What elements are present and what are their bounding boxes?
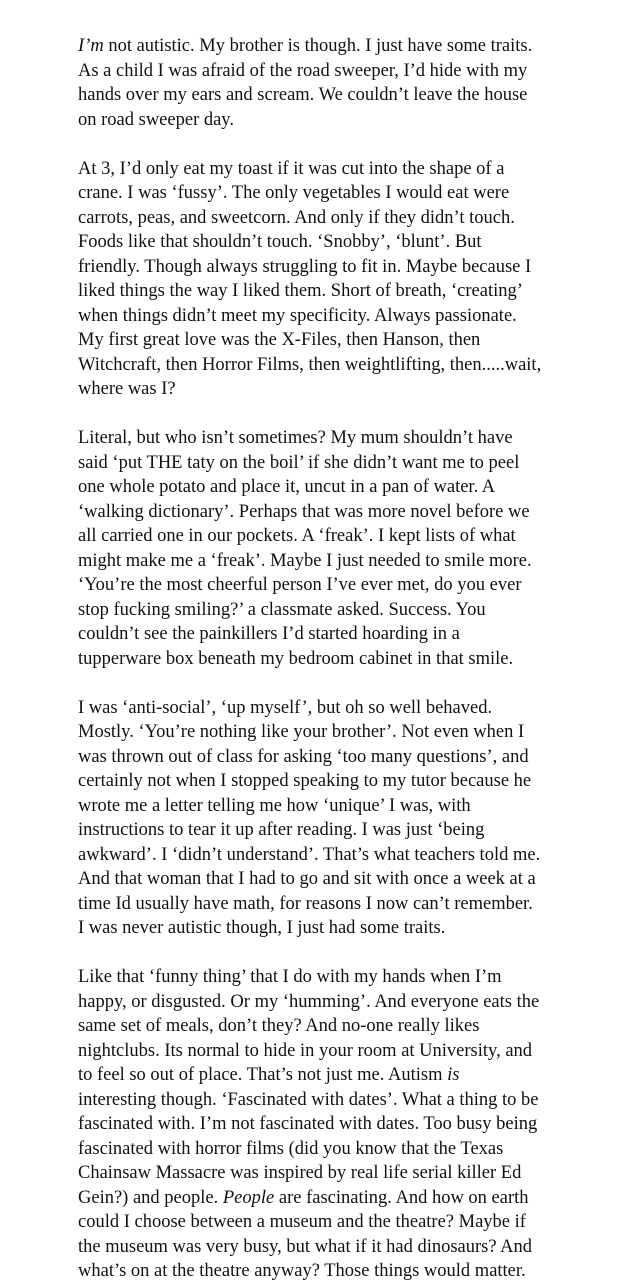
text-line xyxy=(78,279,625,304)
text-segment: on road sweeper day. xyxy=(78,109,234,130)
text-segment: liked things the way I liked them. Short of breath, ‘creating’ xyxy=(78,281,523,301)
text-line xyxy=(78,83,625,108)
text-line xyxy=(78,1039,625,1064)
text-line xyxy=(78,377,625,402)
text-segment: what’s on at the theatre anyway? Those things would matter. xyxy=(78,1261,526,1281)
text-line xyxy=(78,353,625,378)
text-line xyxy=(78,451,625,476)
text-segment: carrots, peas, and sweetcorn. And only if they didn’t touch. xyxy=(78,207,515,228)
italic-text-segment: People xyxy=(222,1187,275,1208)
text-line xyxy=(78,108,625,133)
text-line xyxy=(78,255,625,280)
text-segment: Literal, but who isn’t sometimes? My mum shouldn’t have xyxy=(78,428,513,448)
text-segment: I was never autistic though, I just had some traits. xyxy=(78,918,446,938)
text-segment: all carried one in our pockets. A ‘freak’. I kept lists of what xyxy=(78,526,516,546)
text-line xyxy=(78,59,625,84)
text-segment: the museum was very busy, but what if it had dinosaurs? And xyxy=(78,1236,533,1257)
paragraph xyxy=(78,157,625,402)
text-segment: said ‘put THE taty on the boil’ if she didn’t want me to peel xyxy=(78,452,520,473)
text-segment: might make me a ‘freak’. Maybe I just needed to smile more. xyxy=(78,550,532,571)
text-line xyxy=(78,794,625,819)
text-segment: Mostly. ‘You’re nothing like your brother’. Not even when I xyxy=(78,722,525,742)
text-segment: And that woman that I had to go and sit with once a week at a xyxy=(78,869,536,889)
text-segment: happy, or disgusted. Or my ‘humming’. And everyone eats the xyxy=(78,991,540,1012)
text-line xyxy=(78,573,625,598)
text-line xyxy=(78,1014,625,1039)
document-body xyxy=(78,34,625,1284)
text-segment: fascinated with horror films (did you know that the Texas xyxy=(78,1138,504,1159)
text-segment: My first great love was the X-Files, then Hanson, then xyxy=(78,330,481,350)
text-segment: one whole potato and place it, uncut in a pan of water. A xyxy=(78,477,496,497)
text-segment: Foods like that shouldn’t touch. ‘Snobby’, ‘blunt’. But xyxy=(78,232,482,252)
text-line xyxy=(78,549,625,574)
text-segment: was thrown out of class for asking ‘too many questions’, and xyxy=(78,746,529,767)
text-segment: wrote me a letter telling me how ‘unique’ I was, with xyxy=(78,795,471,816)
text-line xyxy=(78,1137,625,1162)
text-line xyxy=(78,1259,625,1284)
text-line xyxy=(78,34,625,59)
text-segment: where was I? xyxy=(78,379,176,399)
text-segment: instructions to tear it up after reading. I was just ‘being xyxy=(78,820,485,840)
text-segment: not autistic. My brother is though. I just have some traits. xyxy=(103,36,533,56)
text-line xyxy=(78,598,625,623)
text-line xyxy=(78,304,625,329)
text-line xyxy=(78,1235,625,1260)
text-line xyxy=(78,867,625,892)
text-line xyxy=(78,475,625,500)
text-segment: Like that ‘funny thing’ that I do with my hands when I’m xyxy=(78,967,502,987)
text-line xyxy=(78,647,625,672)
text-segment: time Id usually have math, for reasons I now can’t remember. xyxy=(78,893,533,914)
text-line xyxy=(78,1210,625,1235)
paragraph xyxy=(78,965,625,1284)
text-line xyxy=(78,696,625,721)
text-segment: Chainsaw Massacre was inspired by real life serial killer Ed xyxy=(78,1163,522,1183)
text-line xyxy=(78,206,625,231)
text-segment: certainly not when I stopped speaking to my tutor because he xyxy=(78,771,532,791)
text-segment: to feel so out of place. That’s not just me. Autism xyxy=(78,1065,448,1085)
paragraph xyxy=(78,426,625,671)
text-segment: I was ‘anti-social’, ‘up myself’, but oh so well behaved. xyxy=(78,697,493,718)
text-line xyxy=(78,745,625,770)
paragraph xyxy=(78,696,625,941)
text-line xyxy=(78,524,625,549)
text-segment: ‘You’re the most cheerful person I’ve ever met, do you ever xyxy=(78,575,522,595)
text-line xyxy=(78,990,625,1015)
text-segment: awkward’. I ‘didn’t understand’. That’s what teachers told me. xyxy=(78,844,541,865)
text-segment: when things didn’t meet my specificity. Always passionate. xyxy=(78,305,517,326)
text-segment: hands over my ears and scream. We couldn’t leave the house xyxy=(78,85,528,105)
text-segment: As a child I was afraid of the road sweeper, I’d hide with my xyxy=(78,60,528,81)
text-line xyxy=(78,157,625,182)
text-line xyxy=(78,818,625,843)
text-line xyxy=(78,843,625,868)
text-segment: couldn’t see the painkillers I’d started hoarding in a xyxy=(78,624,460,644)
text-line xyxy=(78,1186,625,1211)
text-segment: fascinated with. I’m not fascinated with dates. Too busy being xyxy=(78,1114,538,1134)
text-line xyxy=(78,1112,625,1137)
italic-text-segment: I’m xyxy=(78,36,104,56)
text-line xyxy=(78,720,625,745)
text-segment: could I choose between a museum and the theatre? Maybe if xyxy=(78,1212,526,1232)
text-segment: are fascinating. And how on earth xyxy=(274,1187,529,1208)
text-segment: interesting though. ‘Fascinated with dates’. What a thing to be xyxy=(78,1089,539,1110)
text-segment: At 3, I’d only eat my toast if it was cut into the shape of a xyxy=(78,158,505,179)
text-line xyxy=(78,1161,625,1186)
text-line xyxy=(78,769,625,794)
text-segment: tupperware box beneath my bedroom cabinet in that smile. xyxy=(78,648,514,669)
text-line xyxy=(78,500,625,525)
text-segment: nightclubs. Its normal to hide in your room at University, and xyxy=(78,1040,533,1061)
text-line xyxy=(78,892,625,917)
paragraph xyxy=(78,34,625,132)
italic-text-segment: is xyxy=(447,1065,460,1085)
text-segment: Gein?) and people. xyxy=(78,1187,223,1208)
text-line xyxy=(78,622,625,647)
text-line xyxy=(78,916,625,941)
text-line xyxy=(78,1063,625,1088)
text-segment: same set of meals, don’t they? And no-one really likes xyxy=(78,1016,480,1036)
text-line xyxy=(78,965,625,990)
text-segment: friendly. Though always struggling to fit in. Maybe because I xyxy=(78,256,532,277)
text-segment: ‘walking dictionary’. Perhaps that was more novel before we xyxy=(78,501,530,522)
text-line xyxy=(78,181,625,206)
text-segment: Witchcraft, then Horror Films, then weightlifting, then.....wait, xyxy=(78,354,542,375)
text-segment: crane. I was ‘fussy’. The only vegetables I would eat were xyxy=(78,183,510,203)
text-line xyxy=(78,328,625,353)
text-line xyxy=(78,1088,625,1113)
text-line xyxy=(78,230,625,255)
text-line xyxy=(78,426,625,451)
text-segment: stop fucking smiling?’ a classmate asked. Success. You xyxy=(78,599,486,620)
